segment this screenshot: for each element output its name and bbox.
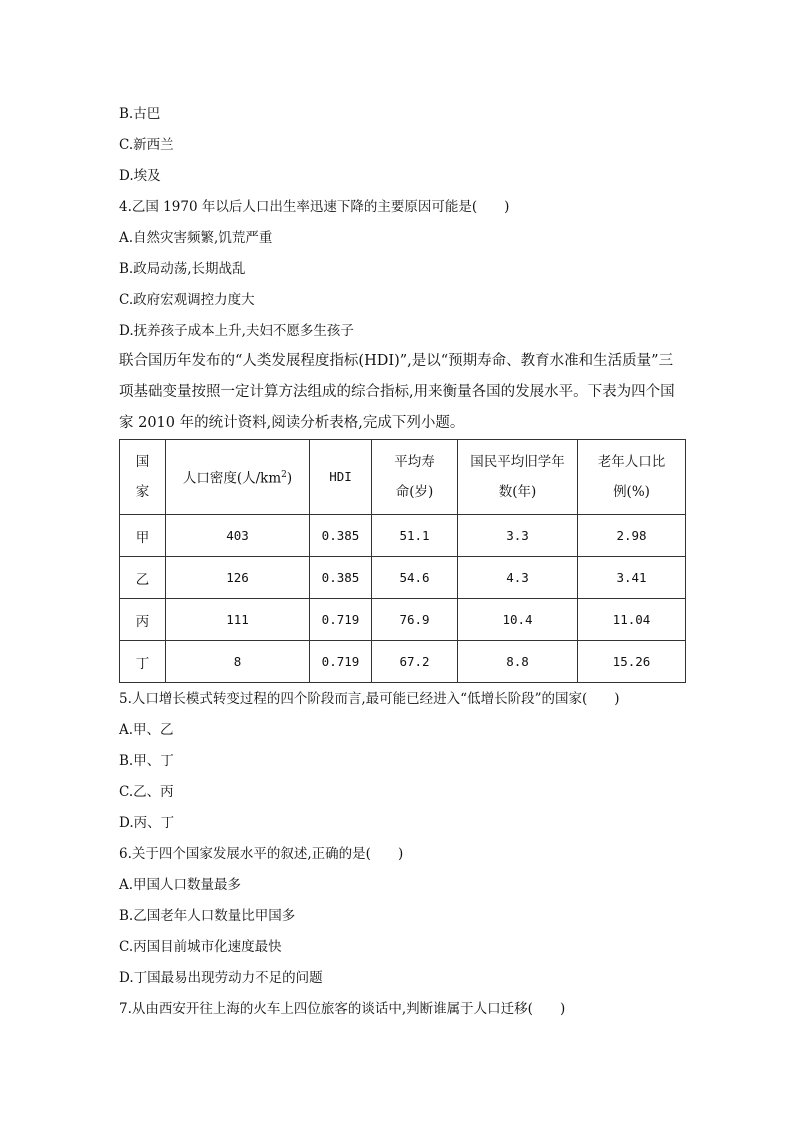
intro-paragraph: 联合国历年发布的“人类发展程度指标(HDI)”,是以“预期寿命、教育水准和生活质量”三项基础变量按照一定计算方法组成的综合指标,用来衡量各国的发展水平。下表为四个国家 2010 年的统计资料,阅读分析表格,完成下列小题。 <box>119 353 675 431</box>
q3-option-c: C.新西兰 <box>119 137 174 153</box>
q6-stem: 6.关于四个国家发展水平的叙述,正确的是( ) <box>119 846 404 862</box>
cell-elderly: 15.26 <box>578 641 686 683</box>
cell-hdi: 0.719 <box>310 599 372 641</box>
q4-stem: 4.乙国 1970 年以后人口出生率迅速下降的主要原因可能是( ) <box>119 199 510 215</box>
q6-option-c: C.丙国目前城市化速度最快 <box>119 939 282 955</box>
cell-life: 67.2 <box>372 641 458 683</box>
q7-stem: 7.从由西安开往上海的火车上四位旅客的谈话中,判断谁属于人口迁移( ) <box>119 1001 566 1017</box>
cell-country: 丙 <box>120 599 166 641</box>
table-header-row <box>120 440 686 515</box>
q5-option-d: D.丙、丁 <box>119 815 175 831</box>
table-row <box>120 557 686 599</box>
cell-elderly: 3.41 <box>578 557 686 599</box>
q5-option-c: C.乙、丙 <box>119 784 174 800</box>
cell-life: 54.6 <box>372 557 458 599</box>
header-life: 平均寿命(岁) <box>372 440 458 515</box>
cell-elderly: 11.04 <box>578 599 686 641</box>
q5-option-b: B.甲、丁 <box>119 753 174 769</box>
header-elderly: 老年人口比例(%) <box>578 440 686 515</box>
cell-elderly: 2.98 <box>578 515 686 557</box>
table-row <box>120 641 686 683</box>
q6-option-d: D.丁国最易出现劳动力不足的问题 <box>119 970 323 986</box>
cell-hdi: 0.385 <box>310 515 372 557</box>
statistics-table <box>119 439 686 683</box>
cell-life: 76.9 <box>372 599 458 641</box>
header-country: 国家 <box>120 440 166 515</box>
q3-option-d: D.埃及 <box>119 168 161 184</box>
table-row <box>120 515 686 557</box>
cell-density: 403 <box>166 515 310 557</box>
cell-hdi: 0.385 <box>310 557 372 599</box>
q6-option-a: A.甲国人口数量最多 <box>119 877 242 893</box>
cell-density: 126 <box>166 557 310 599</box>
table-row <box>120 599 686 641</box>
q5-option-a: A.甲、乙 <box>119 722 174 738</box>
cell-country: 乙 <box>120 557 166 599</box>
q3-option-b: B.古巴 <box>119 106 161 122</box>
header-hdi: HDI <box>310 440 372 515</box>
cell-country: 甲 <box>120 515 166 557</box>
cell-hdi: 0.719 <box>310 641 372 683</box>
header-school: 国民平均旧学年数(年) <box>458 440 578 515</box>
cell-life: 51.1 <box>372 515 458 557</box>
cell-school: 3.3 <box>458 515 578 557</box>
q4-option-c: C.政府宏观调控力度大 <box>119 292 255 308</box>
q4-option-a: A.自然灾害频繁,饥荒严重 <box>119 230 273 246</box>
cell-density: 8 <box>166 641 310 683</box>
cell-school: 4.3 <box>458 557 578 599</box>
header-density: 人口密度(人$/km^2$) <box>166 440 310 515</box>
cell-country: 丁 <box>120 641 166 683</box>
cell-school: 8.8 <box>458 641 578 683</box>
q4-option-d: D.抚养孩子成本上升,夫妇不愿多生孩子 <box>119 323 354 339</box>
q6-option-b: B.乙国老年人口数量比甲国多 <box>119 908 296 924</box>
cell-density: 111 <box>166 599 310 641</box>
q4-option-b: B.政局动荡,长期战乱 <box>119 261 246 277</box>
cell-school: 10.4 <box>458 599 578 641</box>
q5-stem: 5.人口增长模式转变过程的四个阶段而言,最可能已经进入“低增长阶段”的国家( ) <box>119 691 620 707</box>
